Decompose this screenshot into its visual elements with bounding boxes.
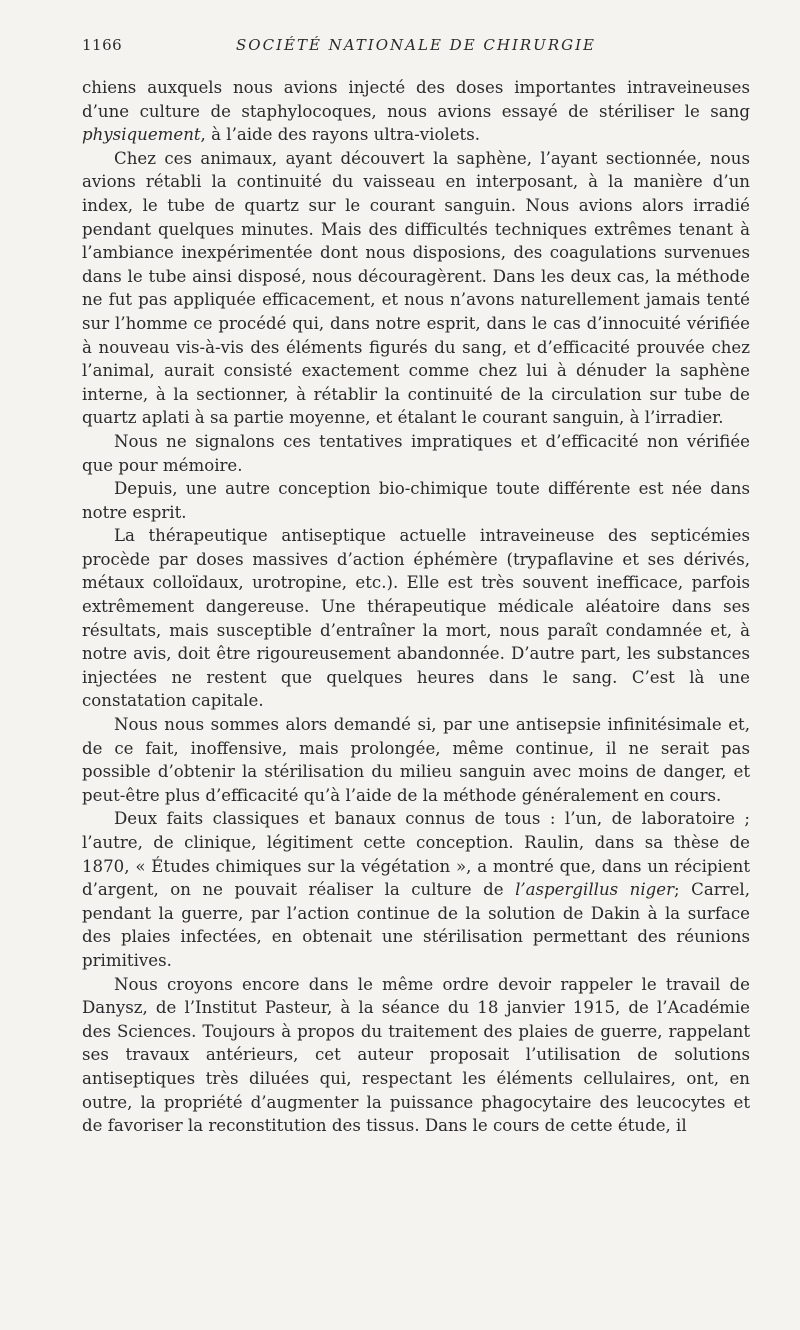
paragraph-2: Chez ces animaux, ayant découvert la saphène, l’ayant sectionnée, nous avions rétabli la continuité du vaisseau en interposant, à la manière d’un index, le tube de quartz sur le courant sanguin. Nous avions alors irradié pendant quelques minutes. Mais des difficultés techniques extrêmes tenant à l’ambiance inexpérimentée dont nous disposions, des coagulations survenues dans le tube ainsi disposé, nous découragèrent. Dans les deux cas, la méthode ne fut pas appliquée efficacement, et nous n’avons naturellement jamais tenté sur l’homme ce procédé qui, dans notre esprit, dans le cas d’innocuité vérifiée à nouveau vis-à-vis des éléments figurés du sang, et d’efficacité prouvée chez l’animal, aurait consisté exactement comme chez lui à dénuder la saphène interne, à la sectionner, à rétablir la continuité de la circulation sur tube de quartz aplati à sa partie moyenne, et étalant le courant sanguin, à l’irradier. [82,148,750,428]
paragraph-4: Depuis, une autre conception bio-chimique toute différente est née dans notre esprit. [82,479,750,522]
paragraph-3: Nous ne signalons ces tentatives impratiques et d’efficacité non vérifiée que pour mémoire. [82,431,750,475]
article-body [82,76,750,1138]
paragraph-1-text-a: chiens auxquels nous avions injecté des doses importantes intraveineuses d’une culture de staphylocoques, nous avions essayé de stériliser le sang [82,78,750,121]
paragraph-5: La thérapeutique antiseptique actuelle intraveineuse des septicémies procède par doses massives d’action éphémère (trypaflavine et ses dérivés, métaux colloïdaux, urotropine, etc.). Elle est très souvent inefficace, parfois extrêmement dangereuse. Une thérapeutique médicale aléatoire dans ses résultats, mais susceptible d’entraîner la mort, nous paraît condamnée et, à notre avis, doit être rigoureusement abandonnée. D’autre part, les substances injectées ne restent que quelques heures dans le sang. C’est là une constatation capitale. [82,526,750,711]
paragraph-7 [82,807,750,972]
paragraph-8: Nous croyons encore dans le même ordre devoir rappeler le travail de Danysz, de l’Institut Pasteur, à la séance du 18 janvier 1915, de l’Académie des Sciences. Toujours à propos du traitement des plaies de guerre, rappelant ses travaux antérieurs, cet auteur proposait l’utilisation de solutions antiseptiques très diluées qui, respectant les éléments cellulaires, ont, en outre, la propriété d’augmenter la puissance phagocytaire des leucocytes et de favoriser la reconstitution des tissus. Dans le cours de cette étude, il [82,974,750,1136]
running-title: SOCIÉTÉ NATIONALE DE CHIRURGIE [236,36,596,54]
page-header [82,36,750,58]
paragraph-7-text-c: ; Carrel, pendant la guerre, par l’action continue de la solution de Dakin à la surface des plaies infectées, en obtenait une stérilisation permettant des réunions primitives. [82,880,750,970]
paragraph-1 [82,76,750,147]
paragraph-7-italic: l’aspergillus niger [515,880,675,900]
paragraph-1-italic: physiquement [82,125,201,145]
paragraph-7-text-a: Deux faits classiques et banaux connus de tous : l’un, de laboratoire ; l’autre, de clinique, légitiment cette conception. Raulin, dans sa thèse de 1870, « Études chimiques sur la végétation », a montré que, dans un récipient d’argent, on ne pouvait réaliser la culture de [82,809,750,900]
paragraph-6: Nous nous sommes alors demandé si, par une antisepsie infinitésimale et, de ce fait, inoffensive, mais prolongée, même continue, il ne serait pas possible d’obtenir la stérilisation du milieu sanguin avec moins de danger, et peut-être plus d’efficacité qu’à l’aide de la méthode généralement en cours. [82,715,750,805]
page-number: 1166 [82,36,123,54]
paragraph-1-text-c: , à l’aide des rayons ultra-violets. [200,125,481,145]
